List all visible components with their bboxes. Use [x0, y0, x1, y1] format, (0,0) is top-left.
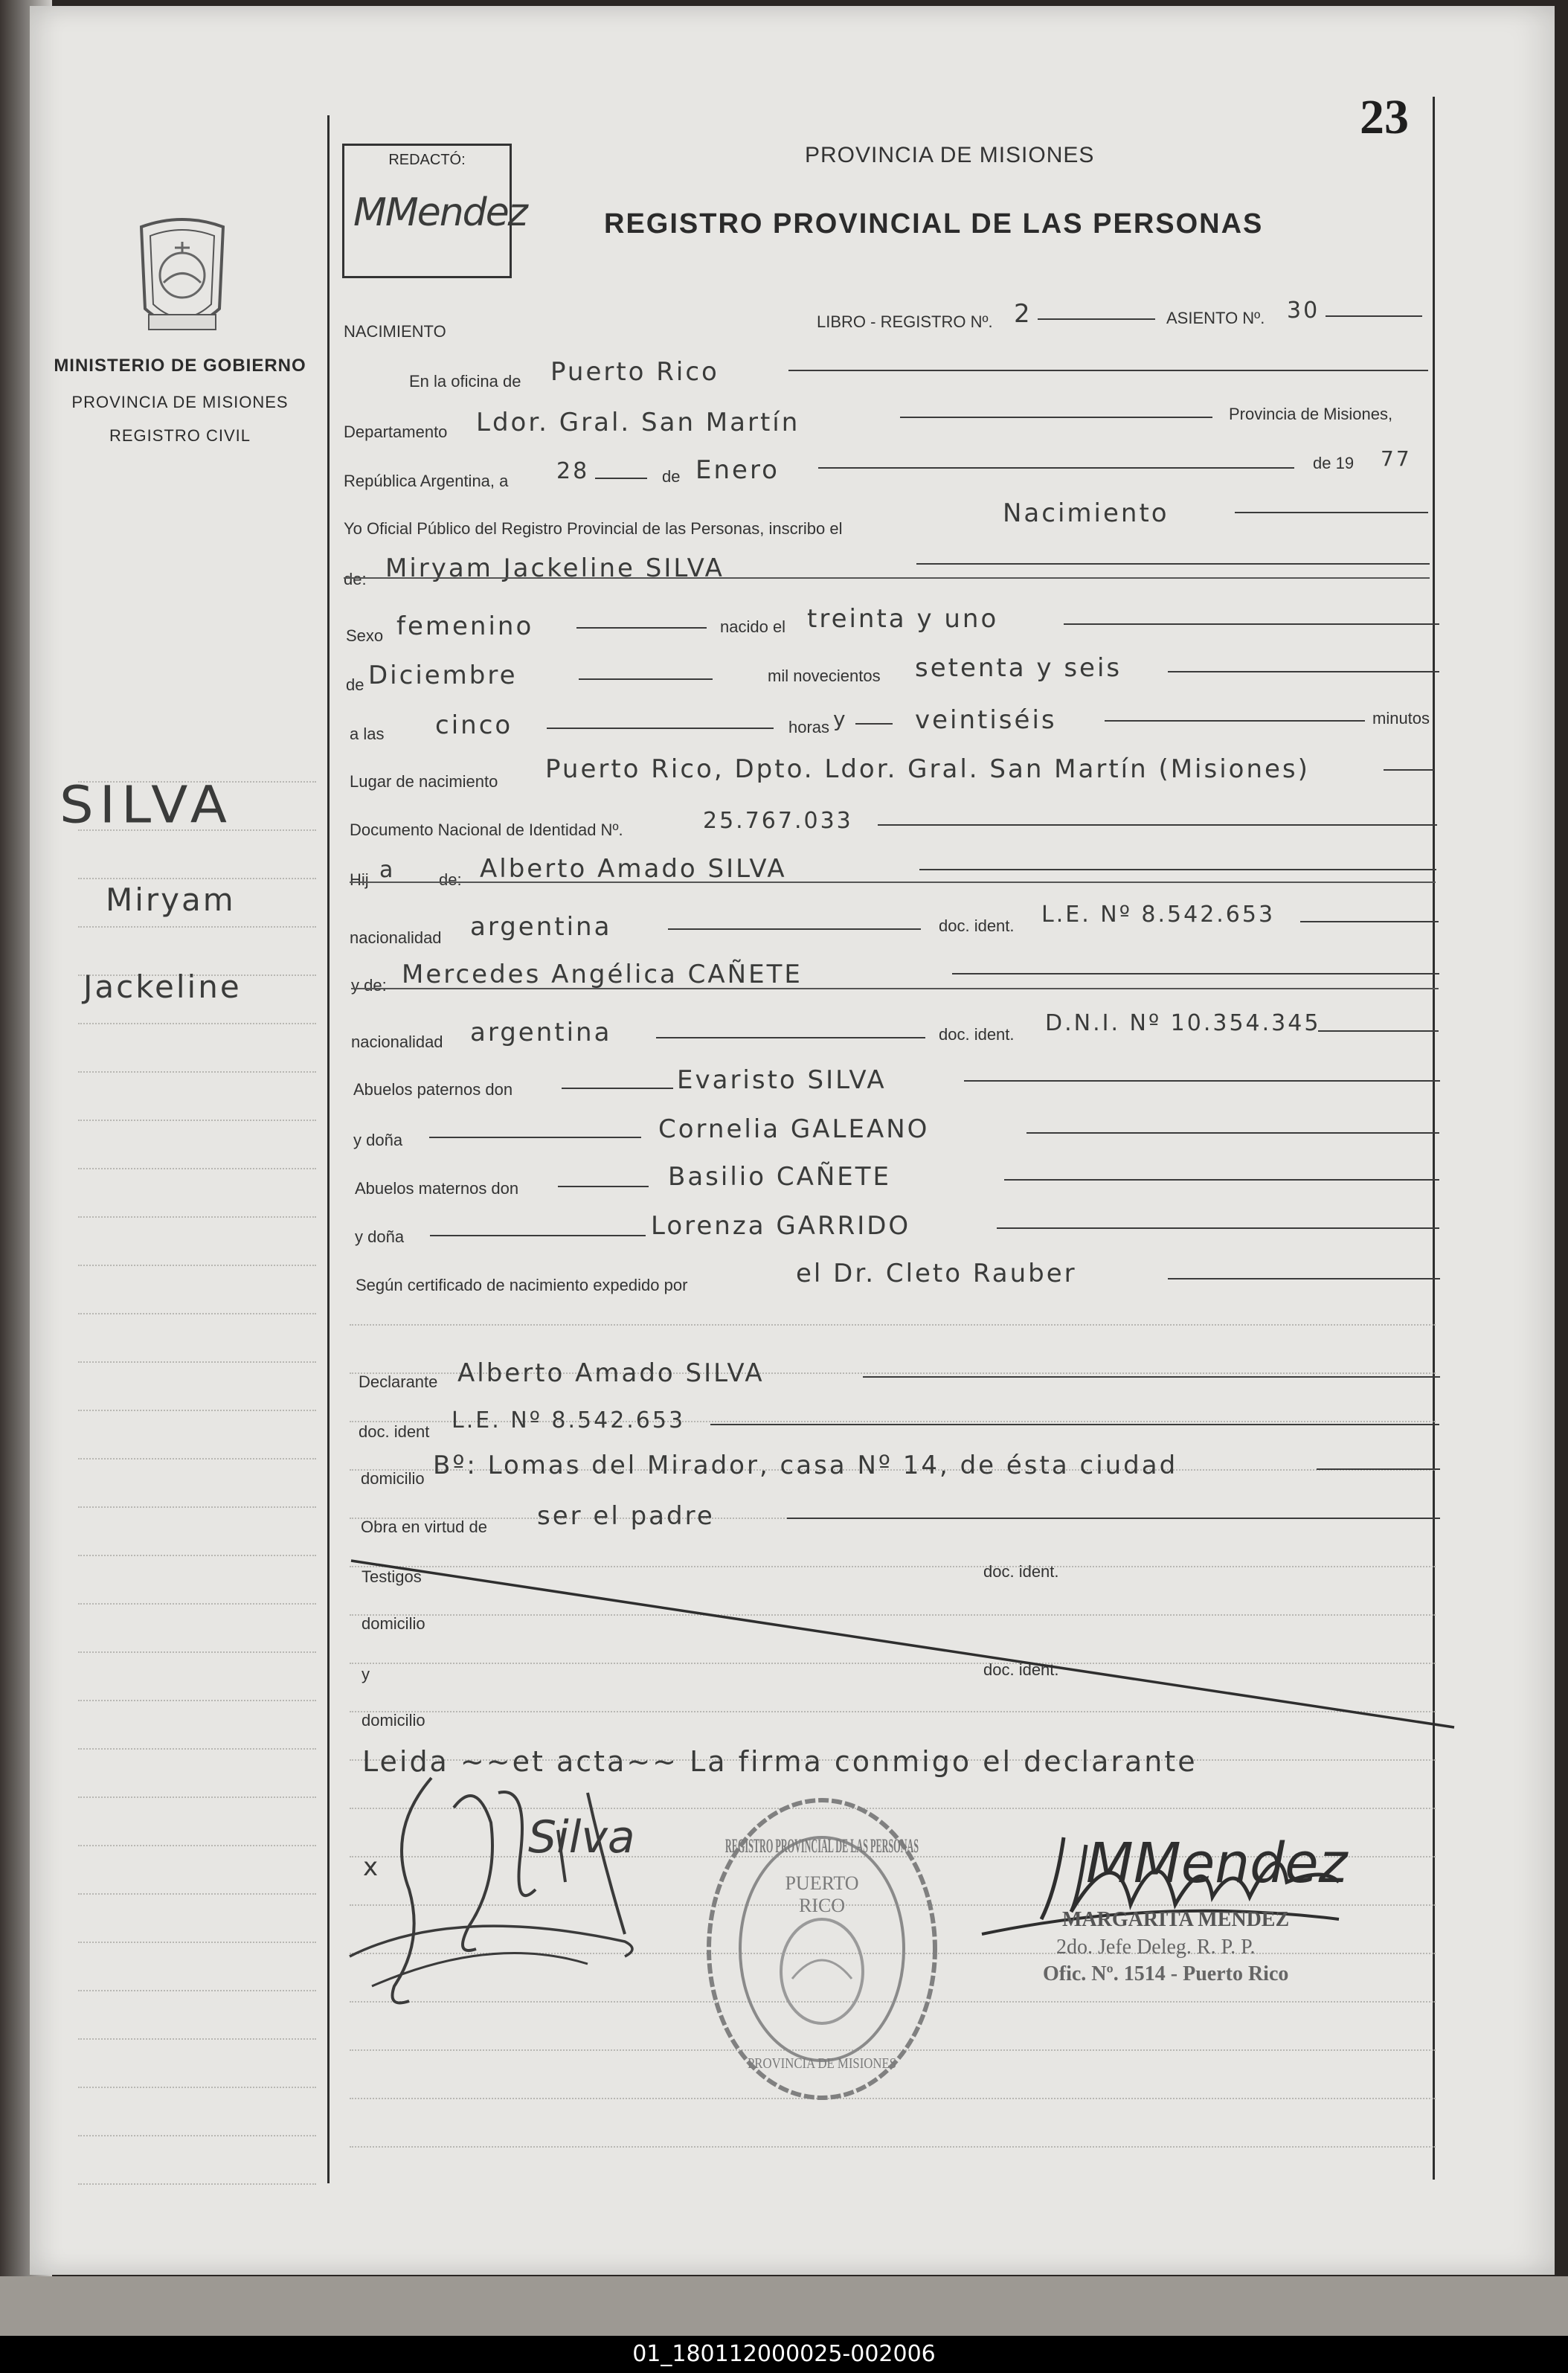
domicilio-fill: [1317, 1468, 1440, 1470]
margin-given-name-1: Miryam: [106, 882, 236, 918]
header-province: PROVINCIA DE MISIONES: [805, 143, 1095, 167]
margin-surname: SILVA: [60, 775, 234, 835]
declarant-signature: [342, 1763, 655, 2016]
image-caption: 01_180112000025-002006: [0, 2336, 1568, 2373]
ministry-province: PROVINCIA DE MISIONES: [71, 393, 289, 411]
margin-ruled-line: [78, 1748, 316, 1750]
provincia-suffix: Provincia de Misiones,: [1229, 405, 1393, 423]
doc-decl-fill: [710, 1424, 1439, 1425]
nombre-underline: [344, 577, 1430, 579]
padre-underline: [350, 882, 1436, 883]
libro-value: 2: [1014, 299, 1032, 329]
departamento-value: Ldor. Gral. San Martín: [476, 408, 800, 437]
registry-stamp: [703, 1793, 941, 2105]
alas-label: a las: [350, 725, 385, 743]
margin-ruled-line: [78, 2183, 316, 2185]
firma-marker: x: [363, 1852, 381, 1882]
sexo-value: femenino: [396, 611, 534, 641]
certificado-fill: [1168, 1278, 1440, 1279]
testigos-doc-label: doc. ident.: [983, 1562, 1059, 1581]
margin-ruled-line: [78, 2038, 316, 2040]
madre-fill: [952, 973, 1439, 974]
nac-madre-label: nacionalidad: [351, 1033, 443, 1051]
doc-padre-label: doc. ident.: [939, 916, 1015, 935]
page-stack-edge: [0, 2276, 1568, 2343]
ydona-mat-label: y doña: [355, 1227, 405, 1246]
abuelos-mat-label: Abuelos maternos don: [355, 1179, 519, 1198]
dni-fill: [878, 824, 1437, 826]
lugar-value: Puerto Rico, Dpto. Ldor. Gral. San Martín (Misiones): [545, 754, 1310, 784]
abuela-pat-value: Cornelia GALEANO: [658, 1114, 930, 1144]
abuelo-mat-fill: [1004, 1179, 1439, 1181]
hij-suffix: a: [379, 857, 396, 883]
mes-nac-fill: [579, 678, 713, 680]
official-signature-text: MMendez: [1086, 1831, 1348, 1895]
margin-ruled-line: [78, 1313, 316, 1314]
stamp-center-2: RICO: [798, 1895, 846, 1916]
certificado-value: el Dr. Cleto Rauber: [796, 1259, 1077, 1288]
padre-label: de:: [439, 870, 462, 889]
asiento-value: 30: [1287, 298, 1320, 324]
header-registry: REGISTRO PROVINCIAL DE LAS PERSONAS: [604, 208, 1264, 240]
minutos-label: minutos: [1372, 709, 1430, 728]
sexo-fill: [576, 627, 707, 629]
declarant-signature-text: Silva: [528, 1811, 635, 1863]
margin-ruled-line: [78, 2087, 316, 2088]
margin-ruled-line: [78, 1893, 316, 1895]
abuelos-pat-label: Abuelos paternos don: [353, 1080, 513, 1099]
abuela-mat-fill: [997, 1227, 1439, 1229]
hij-label: Hij: [350, 870, 369, 889]
testigos-y-label: y: [362, 1665, 370, 1683]
nacido-fill: [1064, 623, 1439, 625]
madre-label: y de:: [351, 976, 387, 995]
abuelo-mat-value: Basilio CAÑETE: [668, 1162, 891, 1192]
nac-madre-fill: [656, 1037, 925, 1038]
acto-fill: [1235, 512, 1428, 513]
declarante-value: Alberto Amado SILVA: [457, 1358, 765, 1388]
minutos-fill: [1105, 720, 1365, 722]
margin-ruled-line: [78, 1071, 316, 1073]
testigos-label: Testigos: [362, 1567, 422, 1586]
nac-padre-label: nacionalidad: [350, 928, 442, 947]
oficina-fill: [788, 370, 1428, 371]
doc-madre-value: D.N.I. Nº 10.354.345: [1045, 1010, 1321, 1036]
oficial-label: Yo Oficial Público del Registro Provincial de las Personas, inscribo el: [344, 519, 843, 538]
doc-madre-fill: [1318, 1030, 1439, 1032]
abuelo-mat-lead: [558, 1186, 649, 1187]
margin-ruled-line: [78, 1845, 316, 1846]
margin-ruled-line: [78, 1506, 316, 1508]
nacido-value: treinta y uno: [807, 604, 999, 634]
domicilio-value: Bº: Lomas del Mirador, casa Nº 14, de ésta ciudad: [433, 1451, 1178, 1480]
declarante-label: Declarante: [359, 1372, 438, 1391]
horas-fill: [855, 723, 893, 725]
record-type-label: NACIMIENTO: [344, 322, 446, 341]
libro-fill: [1038, 318, 1155, 320]
official-name: MARGARITA MENDEZ: [1062, 1908, 1290, 1931]
acto-value: Nacimiento: [1003, 498, 1169, 528]
abuela-pat-lead: [429, 1137, 641, 1138]
certificado-label: Según certificado de nacimiento expedido por: [356, 1276, 688, 1294]
margin-ruled-line: [78, 1120, 316, 1121]
margin-ruled-line: [78, 1023, 316, 1024]
doc-padre-fill: [1300, 921, 1439, 922]
de3-label: de: [346, 675, 364, 694]
hora-fill: [547, 728, 774, 729]
margin-ruled-line: [78, 1990, 316, 1991]
republica-label: República Argentina, a: [344, 472, 509, 490]
hora-value: cinco: [435, 710, 513, 740]
testigos-domicilio-1-label: domicilio: [362, 1614, 425, 1633]
abuelo-pat-value: Evaristo SILVA: [677, 1065, 887, 1095]
year-value: 77: [1381, 446, 1412, 471]
margin-ruled-line: [78, 2135, 316, 2136]
nac-padre-value: argentina: [470, 912, 612, 942]
nombre-value: Miryam Jackeline SILVA: [385, 553, 724, 583]
testigos-doc-2-label: doc. ident.: [983, 1660, 1059, 1679]
anio-nac-value: setenta y seis: [915, 653, 1122, 683]
margin-ruled-line: [78, 1265, 316, 1266]
ministry-civil-registry: REGISTRO CIVIL: [109, 426, 251, 445]
horas-label: horas: [788, 718, 830, 736]
abuela-pat-fill: [1026, 1132, 1439, 1134]
body-ruled-line: [350, 1324, 1436, 1326]
stamp-center-1: PUERTO: [785, 1872, 859, 1894]
madre-underline: [351, 988, 1439, 989]
doc-decl-value: L.E. Nº 8.542.653: [452, 1407, 686, 1433]
madre-value: Mercedes Angélica CAÑETE: [402, 960, 803, 989]
de2-label: de:: [344, 570, 367, 588]
mil-label: mil novecientos: [768, 667, 881, 685]
margin-given-name-2: Jackeline: [83, 969, 242, 1005]
mes-nac-value: Diciembre: [368, 661, 518, 690]
abuelo-pat-fill: [964, 1080, 1440, 1082]
dni-value: 25.767.033: [703, 808, 853, 834]
departamento-fill: [900, 417, 1212, 418]
day-value: 28: [556, 458, 590, 484]
redacto-label: REDACTÓ:: [388, 152, 466, 168]
stamp-bottom: PROVINCIA DE MISIONES: [748, 2055, 896, 2072]
doc-padre-value: L.E. Nº 8.542.653: [1041, 902, 1276, 928]
left-margin-line: [327, 115, 330, 2183]
padre-fill: [919, 869, 1436, 870]
ministry-seal-icon: [126, 212, 238, 342]
margin-ruled-line: [78, 1555, 316, 1556]
margin-ruled-line: [78, 1361, 316, 1363]
month-fill: [818, 467, 1294, 469]
departamento-label: Departamento: [344, 423, 448, 441]
margin-ruled-line: [78, 1216, 316, 1218]
obra-fill: [787, 1518, 1440, 1519]
redacto-box: [342, 144, 527, 278]
abuelo-pat-lead: [562, 1088, 673, 1089]
stamp-ring-text: REGISTRO PROVINCIAL DE LAS PERSONAS: [725, 1835, 919, 1857]
nacido-label: nacido el: [720, 617, 786, 636]
lugar-label: Lugar de nacimiento: [350, 772, 498, 791]
margin-ruled-line: [78, 1942, 316, 1943]
page-number: 23: [1360, 90, 1409, 144]
margin-ruled-line: [78, 1603, 316, 1605]
horas-extra: y: [833, 707, 848, 731]
declarante-fill: [863, 1376, 1440, 1378]
nombre-fill: [916, 563, 1430, 565]
libro-label: LIBRO - REGISTRO Nº.: [817, 312, 993, 331]
oficina-label: En la oficina de: [409, 372, 521, 391]
official-office: Ofic. Nº. 1514 - Puerto Rico: [1043, 1962, 1289, 1985]
testigos-domicilio-2-label: domicilio: [362, 1711, 425, 1730]
body-ruled-line: [350, 2146, 1436, 2148]
asiento-fill: [1326, 315, 1422, 317]
margin-ruled-line: [78, 1458, 316, 1460]
obra-value: ser el padre: [537, 1501, 715, 1531]
right-margin-line: [1433, 97, 1435, 2180]
margin-ruled-line: [78, 926, 316, 928]
year-label: de 19: [1313, 454, 1355, 472]
de-label: de: [662, 467, 681, 486]
ydona-pat-label: y doña: [353, 1131, 403, 1149]
abuela-mat-lead: [430, 1235, 646, 1236]
abuela-mat-value: Lorenza GARRIDO: [651, 1211, 911, 1241]
nac-madre-value: argentina: [470, 1018, 612, 1047]
leida-text: Leida ~~et acta~~ La firma conmigo el declarante: [362, 1745, 1198, 1778]
redacto-signature: MMendez: [353, 190, 527, 235]
domicilio-label: domicilio: [361, 1469, 425, 1488]
lugar-fill: [1384, 769, 1434, 771]
oficina-value: Puerto Rico: [550, 357, 719, 387]
anio-nac-fill: [1168, 671, 1439, 672]
asiento-label: ASIENTO Nº.: [1166, 309, 1265, 327]
padre-value: Alberto Amado SILVA: [480, 854, 787, 884]
nac-padre-fill: [668, 928, 921, 930]
margin-ruled-line: [78, 1651, 316, 1653]
testigos-strike-line: [350, 1555, 1458, 1733]
minutos-value: veintiséis: [915, 705, 1057, 735]
ministry-title: MINISTERIO DE GOBIERNO: [54, 356, 306, 376]
doc-decl-label: doc. ident: [359, 1422, 430, 1441]
month-value: Enero: [695, 455, 780, 485]
margin-ruled-line: [78, 1410, 316, 1411]
margin-ruled-line: [78, 1796, 316, 1798]
sexo-label: Sexo: [346, 626, 384, 645]
official-title: 2do. Jefe Deleg. R. P. P.: [1056, 1936, 1256, 1959]
doc-madre-label: doc. ident.: [939, 1025, 1015, 1044]
margin-ruled-line: [78, 1168, 316, 1169]
day-fill: [595, 478, 647, 479]
obra-label: Obra en virtud de: [361, 1518, 487, 1536]
margin-ruled-line: [78, 1700, 316, 1701]
dni-label: Documento Nacional de Identidad Nº.: [350, 821, 623, 839]
margin-ruled-line: [78, 878, 316, 879]
